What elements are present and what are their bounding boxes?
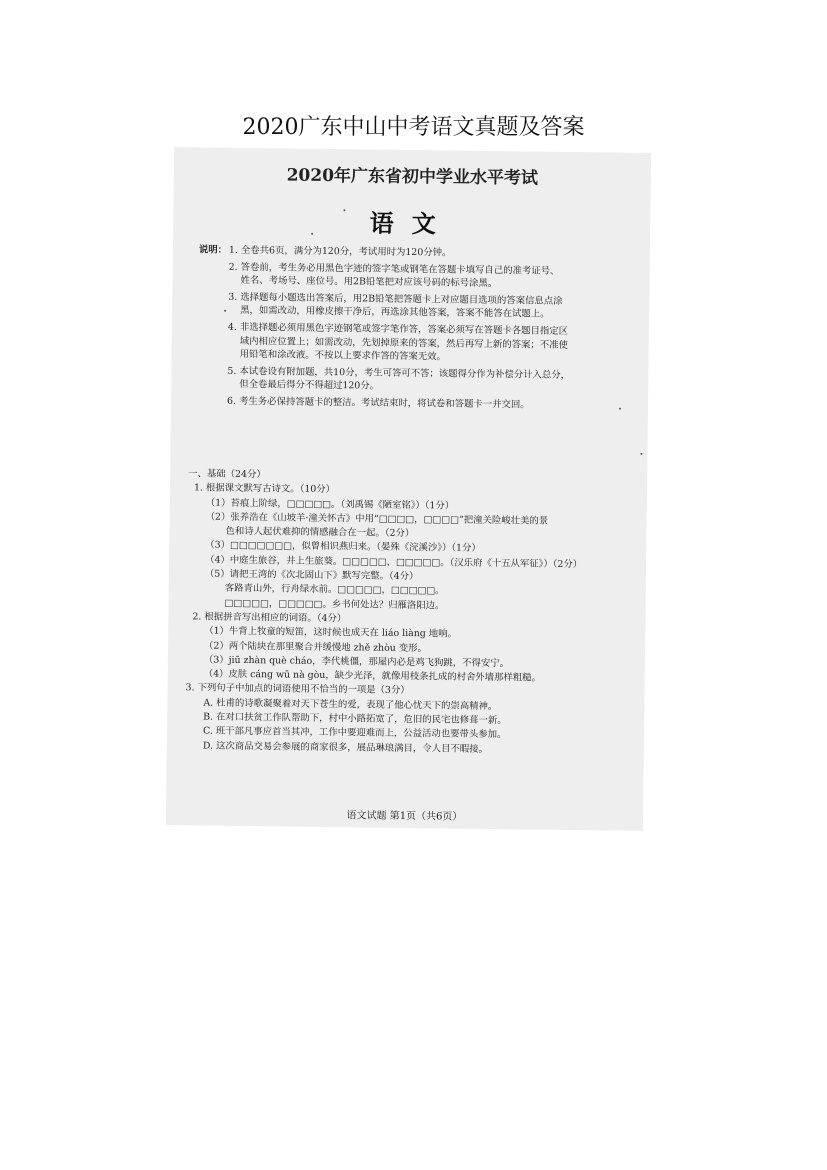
exam-title: 2020年广东省初中学业水平考试 — [286, 165, 539, 189]
note-text: 用铅笔和涂改液。不按以上要求作答的答案无效。 — [239, 349, 446, 363]
question-1-item: 客路青山外，行舟绿水前。□□□□□，□□□□□。 — [224, 583, 445, 597]
question-3-option: B. 在对口扶贫工作队帮助下，村中小路拓宽了，危旧的民宅也修葺一新。 — [203, 711, 507, 727]
question-1-stem: 1. 根据课文默写古诗文。（10分） — [193, 482, 336, 496]
note-number: 2. — [228, 261, 238, 273]
question-3-stem: 3. 下列句子中加点的词语使用不恰当的一项是（3分） — [185, 682, 410, 697]
section-basics — [185, 467, 636, 758]
scanned-exam-page — [166, 147, 651, 831]
question-1-item: （1）苔痕上阶绿，□□□□□。（刘禹锡《陋室铭》）（1分） — [205, 497, 455, 512]
note-text: 域内相应位置上；如需改动，先划掉原来的答案，然后再写上新的答案；不准使 — [239, 335, 568, 351]
note-number: 6. — [226, 395, 237, 407]
page-footer: 语文试题 第1页（共6页） — [346, 810, 463, 823]
note-number: 3. — [228, 291, 238, 303]
note-text: 考生务必保持答题卡的整洁。考试结束时，将试卷和答题卡一并交回。 — [238, 395, 530, 411]
question-2-stem: 2. 根据拼音写出相应的词语。（4分） — [192, 611, 347, 625]
question-2-item: （2）两个陆块在那里聚合并缓慢地 zhě zhòu 变形。 — [204, 640, 427, 654]
question-2-item: （1）牛背上牧童的短笛，这时候也成天在 liáo liàng 地响。 — [204, 625, 457, 640]
question-2-item: （4）皮肤 cáng wū nà gòu，缺少光泽，就像用枝条扎成的村舍外墙那样粗糙。 — [203, 668, 542, 684]
subject-title: 语文 — [369, 208, 454, 239]
question-1-item: （2）张养浩在《山坡羊·潼关怀古》中用“□□□□，□□□□”把潼关险峻壮美的景 — [205, 511, 549, 527]
scan-speck — [640, 453, 642, 455]
question-1-item: （5）请把王湾的《次北固山下》默写完整。（4分） — [204, 568, 419, 583]
note-text: 非选择题必须用黑色字迹钢笔或签字笔作答，答案必须写在答题卡各题目指定区 — [239, 321, 569, 337]
note-number: 1. — [228, 244, 238, 256]
exam-instructions — [197, 243, 639, 413]
question-3-option: D. 这次商品交易会参展的商家很多，展品琳琅满目，令人目不暇接。 — [202, 740, 488, 755]
scan-speck — [619, 408, 621, 410]
question-3-option: C. 班干部凡事应首当其冲，工作中要迎难而上，公益活动也要带头参加。 — [202, 725, 507, 741]
question-1-item: （3）□□□□□□□，似曾相识燕归来。（晏殊《浣溪沙》）（1分） — [205, 540, 481, 555]
scan-speck — [343, 209, 345, 211]
note-text: 全卷共6页，满分为120分，考试用时为120分钟。 — [240, 244, 452, 259]
note-number: 4. — [227, 321, 237, 333]
question-1-item: 色和诗人起伏难抑的情感融合在一起。（2分） — [225, 525, 415, 540]
note-number: 5. — [227, 365, 237, 377]
question-3-option: A. 杜甫的诗歌凝聚着对天下苍生的爱，表现了他心忧天下的崇高精神。 — [203, 697, 498, 712]
question-1-item: （4）中庭生旅谷，井上生旅葵。□□□□□，□□□□□。（汉乐府《十五从军征》）（2分） — [205, 554, 583, 570]
scan-speck — [311, 233, 313, 235]
notes-label: 说明： — [198, 244, 228, 256]
question-1-item: □□□□□，□□□□□。乡书何处达？归雁洛阳边。 — [224, 597, 445, 612]
section-title: 一、基础（24分） — [188, 468, 266, 481]
scan-speck — [224, 310, 226, 312]
note-text: 本试卷设有附加题，共10分，考生可答可不答；该题得分作为补偿分计入总分， — [239, 365, 571, 381]
note-text: 姓名、考场号、座位号。用2B铅笔把对应该号码的标号涂黑。 — [240, 275, 498, 290]
note-text: 选择题每小题选出答案后，用2B铅笔把答题卡上对应题目选项的答案信息点涂 — [240, 291, 563, 307]
note-text: 但全卷最后得分不得超过120分。 — [239, 379, 380, 392]
note-text: 黑，如需改动，用橡皮擦干净后，再选涂其他答案，答案不能答在试题上。 — [240, 305, 550, 321]
page-title: 2020广东中山中考语文真题及答案 — [242, 115, 585, 140]
question-2-item: （3）jiū zhàn què cháo，李代桃僵，那屋内必是鸡飞狗跳，不得安宁。 — [203, 654, 510, 670]
note-text: 答卷前，考生务必用黑色字迹的签字笔或钢笔在答题卡填写自己的准考证号、 — [240, 261, 560, 277]
